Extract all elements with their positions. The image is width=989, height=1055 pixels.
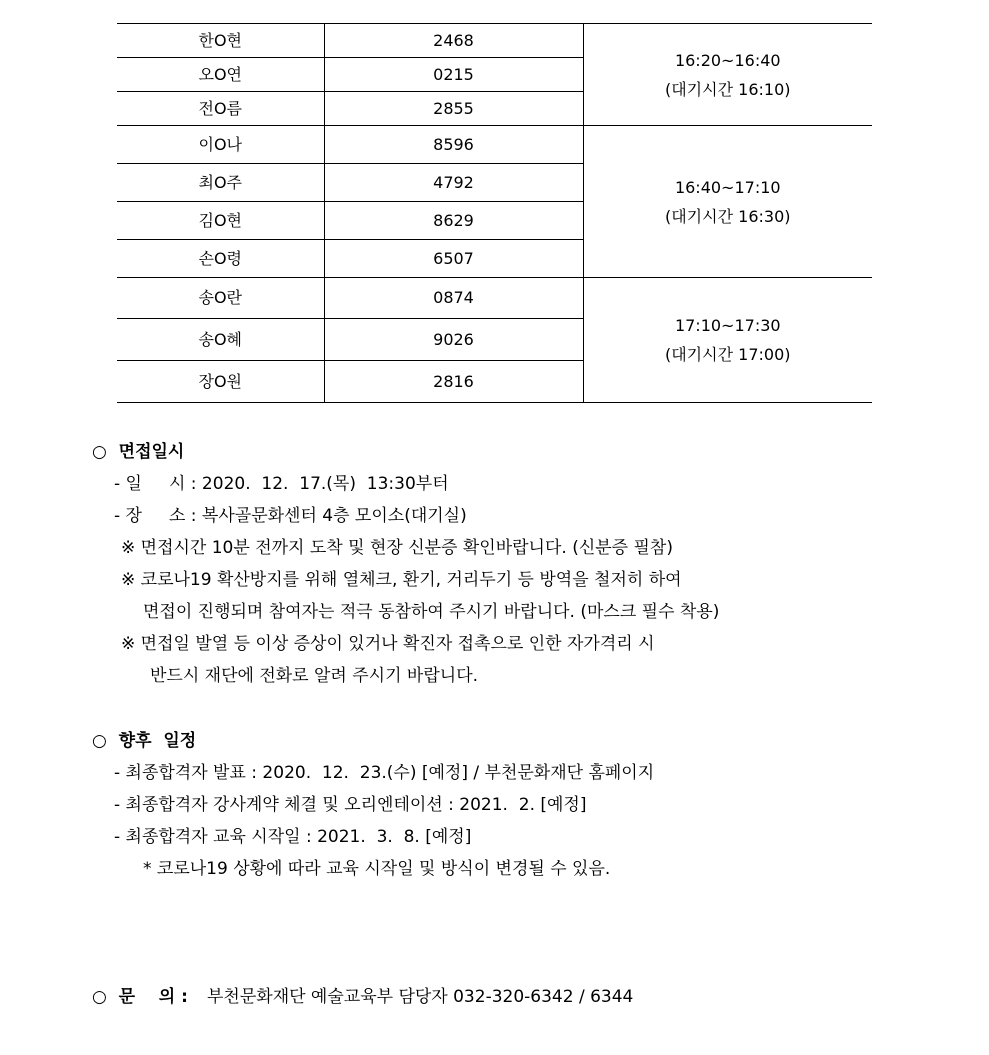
interview-note: ※ 면접일 발열 등 이상 증상이 있거나 확진자 접촉으로 인한 자가격리 시	[121, 634, 655, 654]
applicant-code: 6507	[324, 240, 583, 278]
future-item: - 최종합격자 강사계약 체결 및 오리엔테이션 : 2021. 2. [예정]	[114, 795, 587, 815]
future-heading: ○ 향후 일정	[92, 731, 197, 751]
applicant-name: 손O령	[117, 240, 324, 278]
applicant-code: 9026	[324, 319, 583, 361]
applicant-name: 장O원	[117, 361, 324, 403]
applicant-name: 오O연	[117, 58, 324, 92]
applicant-name: 한O현	[117, 24, 324, 58]
table-row	[117, 24, 872, 58]
applicant-code: 2816	[324, 361, 583, 403]
interview-note: ※ 코로나19 확산방지를 위해 열체크, 환기, 거리두기 등 방역을 철저히 하여	[121, 570, 682, 590]
applicant-code: 0215	[324, 58, 583, 92]
slot-time: 16:20~16:40	[674, 50, 781, 70]
interview-place: - 장 소 : 복사골문화센터 4층 모이소(대기실)	[114, 506, 467, 526]
slot-time: 16:40~17:10	[674, 177, 781, 197]
applicant-name: 김O현	[117, 202, 324, 240]
future-item: - 최종합격자 발표 : 2020. 12. 23.(수) [예정] / 부천문화재단 홈페이지	[114, 763, 655, 783]
applicant-code: 8629	[324, 202, 583, 240]
time-slot	[583, 126, 872, 278]
future-item: - 최종합격자 교육 시작일 : 2021. 3. 8. [예정]	[114, 827, 472, 847]
contact-text: 부천문화재단 예술교육부 담당자 032-320-6342 / 6344	[207, 987, 634, 1007]
slot-wait: (대기시간 16:30)	[664, 206, 791, 226]
slot-time: 17:10~17:30	[674, 316, 781, 335]
time-slot	[583, 24, 872, 126]
applicant-code: 0874	[324, 278, 583, 319]
applicant-name: 최O주	[117, 164, 324, 202]
future-note: * 코로나19 상황에 따라 교육 시작일 및 방식이 변경될 수 있음.	[143, 859, 611, 879]
applicant-code: 2468	[324, 24, 583, 58]
applicant-code: 8596	[324, 126, 583, 164]
time-slot	[583, 278, 872, 403]
interview-date: - 일 시 : 2020. 12. 17.(목) 13:30부터	[114, 474, 449, 494]
applicant-name: 송O란	[117, 278, 324, 319]
slot-wait: (대기시간 16:10)	[664, 79, 791, 99]
table-row	[117, 278, 872, 319]
interview-schedule-table	[117, 23, 872, 403]
contact-label: ○ 문 의 :	[92, 987, 188, 1007]
table-row	[117, 126, 872, 164]
applicant-name: 송O혜	[117, 319, 324, 361]
interview-note-continued: 반드시 재단에 전화로 알려 주시기 바랍니다.	[150, 666, 479, 686]
applicant-code: 2855	[324, 92, 583, 126]
interview-note-continued: 면접이 진행되며 참여자는 적극 동참하여 주시기 바랍니다. (마스크 필수 착용)	[143, 602, 720, 622]
slot-wait: (대기시간 17:00)	[664, 345, 791, 364]
interview-heading: ○ 면접일시	[92, 442, 185, 462]
applicant-code: 4792	[324, 164, 583, 202]
applicant-name: 이O나	[117, 126, 324, 164]
interview-note: ※ 면접시간 10분 전까지 도착 및 현장 신분증 확인바랍니다. (신분증 필참)	[121, 538, 673, 558]
applicant-name: 전O름	[117, 92, 324, 126]
